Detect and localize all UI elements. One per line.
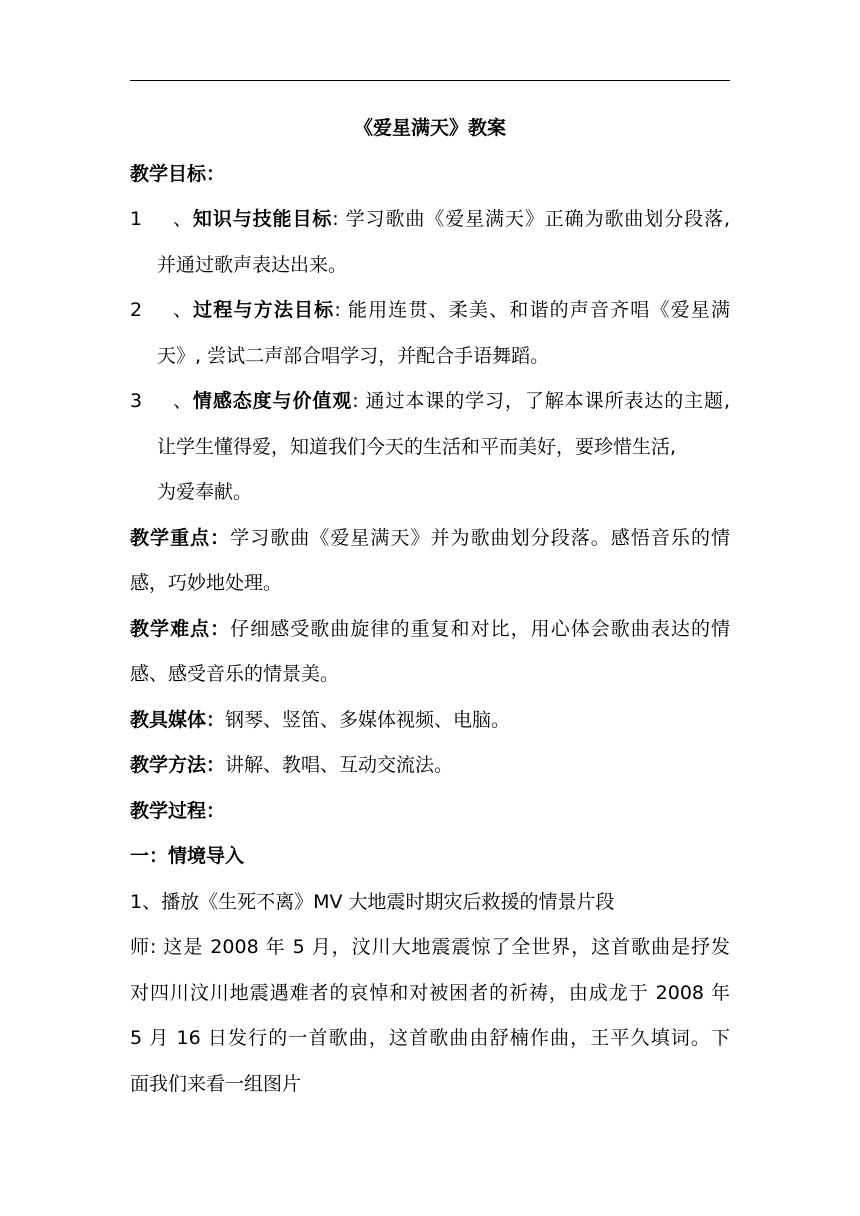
objective-3-line-3: 为爱奉献。 <box>157 481 253 503</box>
media-line <box>130 698 730 744</box>
objective-3-line-1 <box>130 379 730 425</box>
key-point-label: 教学重点： <box>130 526 231 549</box>
objective-2-line-1 <box>130 288 730 334</box>
media-text: 钢琴、竖笛、多媒体视频、电脑。 <box>225 708 511 731</box>
objective-1-line-1 <box>130 197 730 243</box>
difficulty-line-1 <box>130 607 730 653</box>
method-text: 讲解、教唱、互动交流法。 <box>225 754 454 776</box>
objective-3-line-2: 让学生懂得爱，知道我们今天的生活和平而美好，要珍惜生活, <box>157 435 677 458</box>
key-point-line-2: 感，巧妙地处理。 <box>130 572 283 594</box>
teacher-para-line-2: 对四川汶川地震遇难者的哀悼和对被困者的祈祷，由成龙于 2008 年 <box>130 981 730 1004</box>
objective-1-label: 知识与技能目标 <box>192 208 333 230</box>
process-heading: 教学过程： <box>130 799 226 822</box>
document-title: 《爱星满天》教案 <box>353 117 506 139</box>
teacher-para-line-4: 面我们来看一组图片 <box>130 1072 302 1095</box>
key-point-text: 学习歌曲《爱星满天》并为歌曲划分段落。感悟音乐的情 <box>230 526 730 549</box>
header-rule <box>130 80 730 81</box>
teacher-para-line-3: 5 月 16 日发行的一首歌曲，这首歌曲由舒楠作曲，王平久填词。下 <box>130 1027 730 1049</box>
objective-2-line-2: 天》, 尝试二声部合唱学习，并配合手语舞蹈。 <box>157 344 550 367</box>
objective-1-text: : 学习歌曲《爱星满天》正确为歌曲划分段落, <box>332 208 730 230</box>
key-point-line-1 <box>130 516 730 562</box>
difficulty-line-2: 感、感受音乐的情景美。 <box>130 663 340 685</box>
teacher-para-line-1: 师: 这是 2008 年 5 月，汶川大地震震惊了全世界，这首歌曲是抒发 <box>130 936 730 958</box>
objective-2-text: : 能用连贯、柔美、和谐的声音齐唱《爱星满 <box>334 299 730 321</box>
media-label: 教具媒体： <box>130 708 226 731</box>
objectives-heading: 教学目标： <box>130 162 226 185</box>
objective-3-number: 3、 <box>130 390 192 412</box>
difficulty-label: 教学难点： <box>130 617 231 640</box>
section-1-item-1: 1、播放《生死不离》MV 大地震时期灾后救援的情景片段 <box>130 890 615 913</box>
objective-2-label: 过程与方法目标 <box>192 299 335 321</box>
section-1-heading: 一：情境导入 <box>130 845 245 867</box>
method-label: 教学方法： <box>130 754 226 776</box>
method-line <box>130 743 730 789</box>
objective-3-text: : 通过本课的学习，了解本课所表达的主题, <box>352 390 730 412</box>
objective-1-line-2: 并通过歌声表达出来。 <box>157 253 348 276</box>
objective-1-number: 1、 <box>130 208 192 230</box>
objective-3-label: 情感态度与价值观 <box>192 390 353 412</box>
difficulty-text: 仔细感受歌曲旋律的重复和对比，用心体会歌曲表达的情 <box>230 617 730 640</box>
document-body <box>130 106 730 1107</box>
objective-2-number: 2、 <box>130 299 192 321</box>
